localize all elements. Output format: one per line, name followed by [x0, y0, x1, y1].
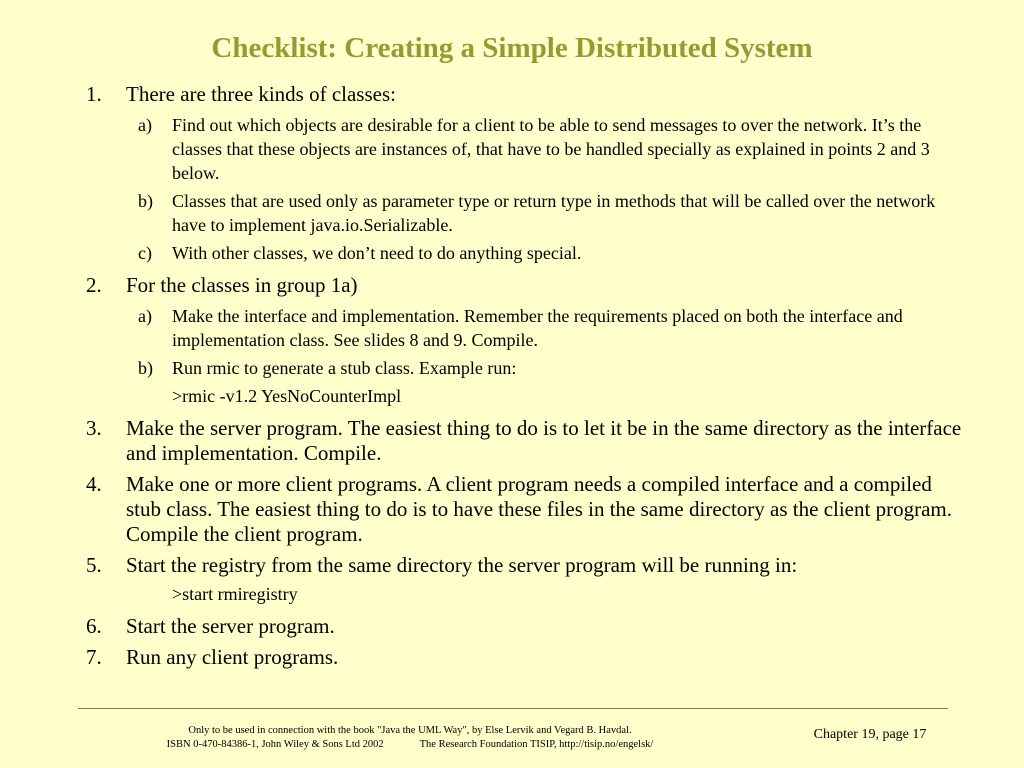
- item-text: Make the server program. The easiest thing to do is to let it be in the same directory as the interface and implementation. Compile.: [126, 416, 962, 465]
- item-number: 4.: [86, 472, 102, 496]
- sub-item-1b: [86, 189, 966, 237]
- list-item-1: [86, 82, 966, 107]
- list-item-6: [86, 614, 966, 639]
- sub-item-number: b): [138, 191, 153, 211]
- sub-item-1a: [86, 113, 966, 185]
- sub-item-text: With other classes, we don’t need to do anything special.: [172, 243, 582, 263]
- list-item-7: [86, 645, 966, 670]
- sub-item-text: Find out which objects are desirable for a client to be able to send messages to over the network. It’s the classes that these objects are instances of, that have to be handled specially as explained in points 2 and 3 below.: [172, 115, 930, 183]
- sub-item-2a: [86, 304, 966, 352]
- footer-usage-note: Only to be used in connection with the book "Java the UML Way", by Else Lervik and Vegard B. Havdal.: [188, 725, 632, 736]
- sub-item-number: a): [138, 115, 152, 135]
- item-text: For the classes in group 1a): [126, 273, 358, 297]
- list-item-2: [86, 273, 966, 298]
- footer-foundation: The Research Foundation TISIP, http://tisip.no/engelsk/: [419, 739, 654, 750]
- sub-item-number: b): [138, 358, 153, 378]
- code-example-rmic: >rmic -v1.2 YesNoCounterImpl: [172, 386, 402, 406]
- footer-credits: [120, 724, 700, 752]
- sub-item-text: Make the interface and implementation. Remember the requirements placed on both the interface and implementation class. See slides 8 and 9. Compile.: [172, 306, 903, 350]
- slide-title: Checklist: Creating a Simple Distributed System: [211, 32, 813, 64]
- item-number: 2.: [86, 273, 102, 297]
- item-text: Start the registry from the same directory the server program will be running in:: [126, 553, 798, 577]
- footer-isbn: ISBN 0-470-84386-1, John Wiley & Sons Ltd 2002: [166, 739, 384, 750]
- list-item-3: [86, 416, 966, 466]
- list-item-5: [86, 553, 966, 578]
- page-number: Chapter 19, page 17: [813, 727, 927, 742]
- item-text: Make one or more client programs. A client program needs a compiled interface and a compiled stub class. The easiest thing to do is to have these files in the same directory as the client program. Compile the client program.: [126, 472, 952, 546]
- item-number: 1.: [86, 82, 102, 106]
- item-text: There are three kinds of classes:: [126, 82, 396, 106]
- item-text: Run any client programs.: [126, 645, 339, 669]
- code-example-rmiregistry: >start rmiregistry: [172, 584, 298, 604]
- sub-item-number: c): [138, 243, 152, 263]
- sub-item-number: a): [138, 306, 152, 326]
- footer-divider: [78, 708, 948, 709]
- item-number: 6.: [86, 614, 102, 638]
- sub-item-1c: [86, 241, 966, 265]
- sub-item-text: Classes that are used only as parameter type or return type in methods that will be called over the network have to implement java.io.Serializable.: [172, 191, 936, 235]
- item-number: 5.: [86, 553, 102, 577]
- item-text: Start the server program.: [126, 614, 335, 638]
- checklist: [86, 82, 966, 676]
- item-number: 7.: [86, 645, 102, 669]
- item-number: 3.: [86, 416, 102, 440]
- list-item-4: [86, 472, 966, 547]
- sub-item-2b: [86, 356, 966, 380]
- sub-item-text: Run rmic to generate a stub class. Example run:: [172, 358, 517, 378]
